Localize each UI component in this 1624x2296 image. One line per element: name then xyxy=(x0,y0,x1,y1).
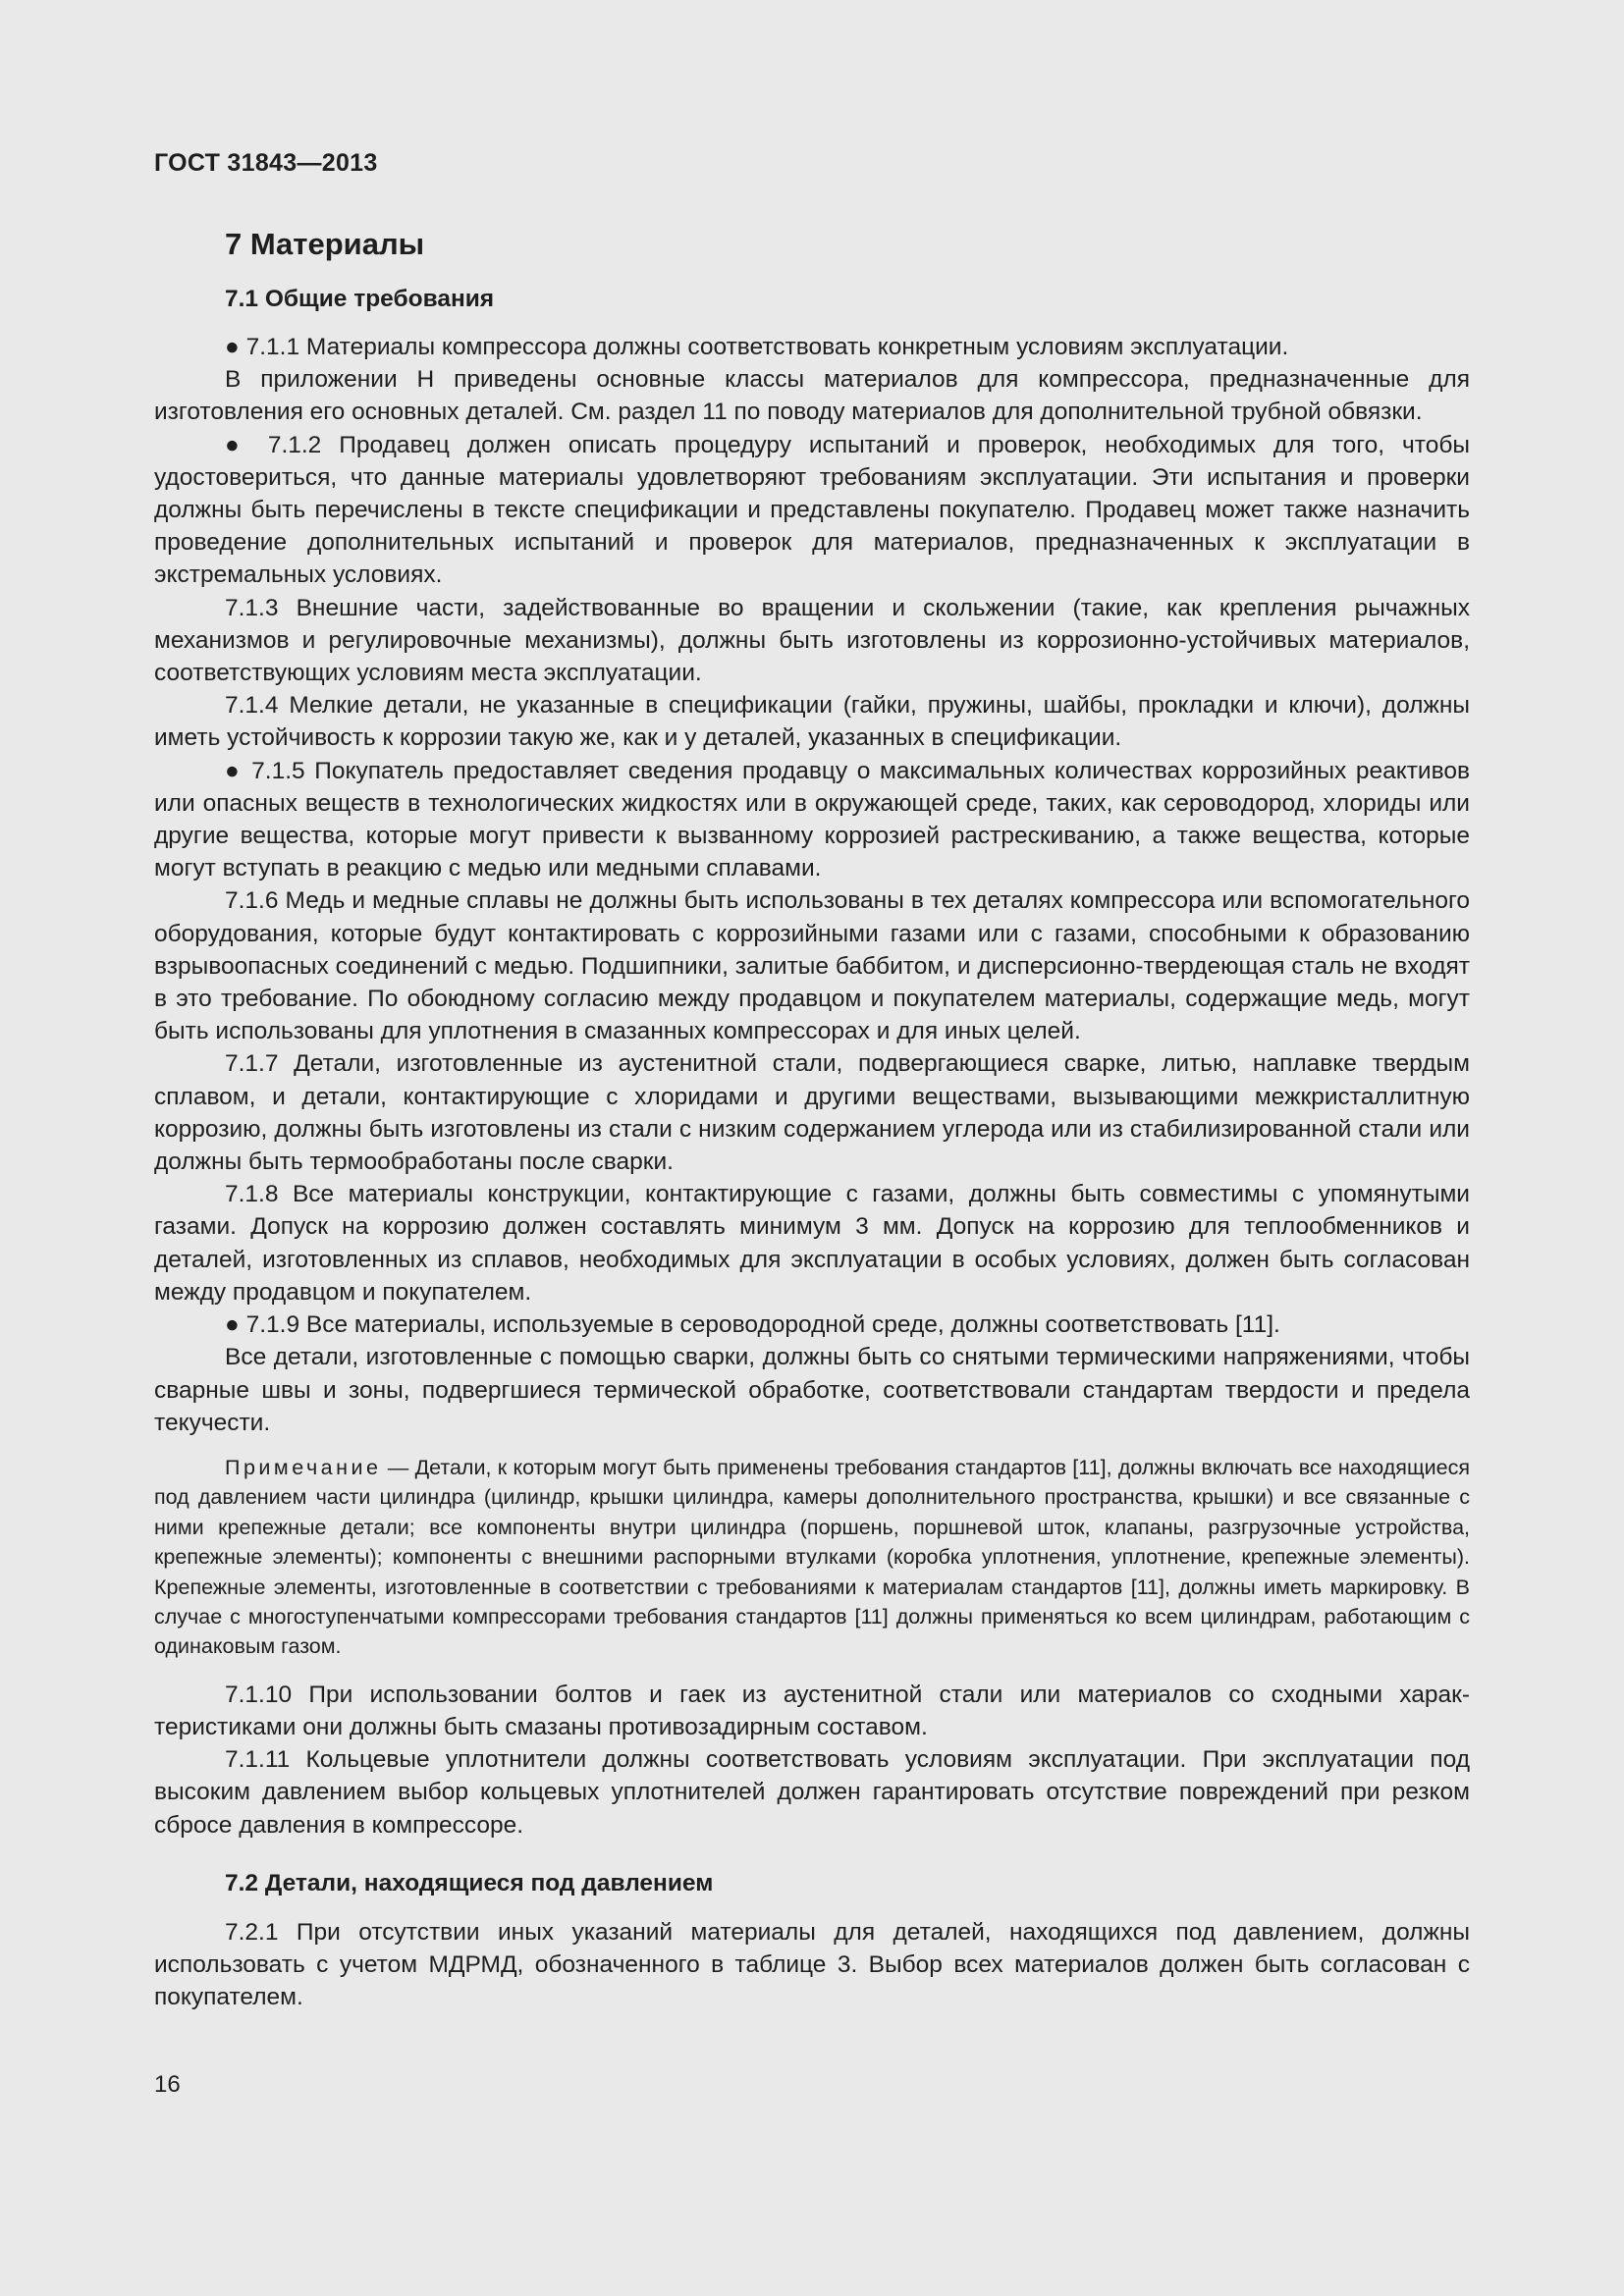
paragraph-7-2-1: 7.2.1 При отсутствии иных указаний материалы для деталей, находящихся под давлением, должны использовать с учетом МДРМД, обозначенного в таблице 3. Выбор всех материалов должен быть согласован с покупателем. xyxy=(154,1918,1470,2011)
note xyxy=(154,1453,1470,1662)
paragraph-7-1-9: ● 7.1.9 Все материалы, используемые в сероводородной среде, должны соответствовать [11]. xyxy=(225,1311,1280,1339)
note-text: — Детали, к которым могут быть применены требования стандартов [11], должны включать все находящиеся под давлением части цилиндра (цилиндр, крышки цилиндра, камеры дополнительного пространства, крышки) и все связанные с ними крепежные детали; все компоненты внутри цилиндра (поршень, поршневой шток, клапаны, разгрузочные устройства, крепежные элементы); компоненты с внешними распорными втулками (коробка уплотнения, уплотнение, крепежные элементы). Крепежные элементы, изготовленные в соответствии с требованиями к материалам стандартов [11], должны иметь маркировку. В случае с многоступенчатыми компрессорами требования стандартов [11] должны применяться ко всем цилиндрам, работающим с одинаковым газом. xyxy=(154,1455,1470,1659)
paragraph-group-3 xyxy=(154,1916,1470,2014)
paragraph-7-1-11: 7.1.11 Кольцевые уплотнители должны соответствовать условиям эксплуатации. При эксплуатации под высоким давлением выбор кольцевых уплотнителей должен гарантировать отсутствие повреждений при резком сбросе давления в компрессоре. xyxy=(154,1746,1470,1839)
paragraph-7-1-2: ● 7.1.2 Продавец должен описать процедуру испытаний и проверок, необходимых для того, чтобы удостовериться, что данные материалы удовлетворяют требованиям эксплуатации. Эти испытания и проверки должны быть перечислены в тексте спецификации и представлены покупателю. Продавец может также назначить проведение дополнительных испытаний и проверок для материалов, предназначенных к эксплуатации в экстремальных условиях. xyxy=(154,431,1470,589)
paragraph-7-1-9-welding: Все детали, изготовленные с помощью сварки, должны быть со снятыми термическими напряжениями, чтобы сварные швы и зоны, подвергшиеся термической обработке, соответствовали стандартам твердости и предела текучести. xyxy=(154,1344,1470,1436)
page-number: 16 xyxy=(154,2071,181,2098)
page-content xyxy=(154,220,1470,2013)
paragraph-7-1-4: 7.1.4 Мелкие детали, не указанные в спецификации (гайки, пружины, шайбы, прокладки и ключи), должны иметь устойчивость к коррозии такую же, как и у деталей, указанных в спецификации. xyxy=(154,692,1470,752)
note-label: Примечание xyxy=(225,1455,382,1479)
paragraph-7-1-7: 7.1.7 Детали, изготовленные из аустенитной стали, подвергающиеся сварке, литью, наплавке твердым сплавом, и детали, контактирующие с хлоридами и другими веществами, вызывающими межкристаллитную коррозию, должны быть изготовлены из стали с низким содержанием углерода или из стабилизированной стали или должны быть термообработаны после сварки. xyxy=(154,1050,1470,1176)
subsection-title-pressure-parts: 7.2 Детали, находящиеся под давлением xyxy=(225,1869,714,1896)
paragraph-7-1-1: ● 7.1.1 Материалы компрессора должны соответствовать конкретным условиям эксплуатации. xyxy=(225,334,1289,360)
section-title: 7 Материалы xyxy=(225,227,425,261)
paragraph-7-1-10: 7.1.10 При использовании болтов и гаек из аустенитной стали или материалов со сходными характеристиками они должны быть смазаны противозадирным составом. xyxy=(154,1681,1470,1740)
paragraph-group-1 xyxy=(154,331,1470,1439)
paragraph-group-2 xyxy=(154,1679,1470,1842)
paragraph-7-1-8: 7.1.8 Все материалы конструкции, контактирующие с газами, должны быть совместимы с упомянутыми газами. Допуск на коррозию должен составлять минимум 3 мм. Допуск на коррозию для теплообменников и деталей, изготовленных из сплавов, необходимых для эксплуатации в особых условиях, должен быть согласован между продавцом и покупателем. xyxy=(154,1181,1470,1306)
paragraph-7-1-5: ● 7.1.5 Покупатель предоставляет сведения продавцу о максимальных количествах коррозийных реактивов или опасных веществ в технологических жидкостях или в окружающей среде, таких, как сероводород, хлориды или другие вещества, которые могут привести к вызванному коррозией растрескиванию, а также вещества, которые могут вступать в реакцию с медью или медными сплавами. xyxy=(154,757,1470,882)
paragraph-7-1-6: 7.1.6 Медь и медные сплавы не должны быть использованы в тех деталях компрессора или вспомогательного оборудования, которые будут контактировать с коррозийными газами или с газами, способными к образованию взрывоопасных соединений с медью. Подшипники, залитые баббитом, и дисперсионно-твердеющая сталь не входят в это требование. По обоюдному согласию между продавцом и покупателем материалы, содержащие медь, могут быть использованы для уплотнения в смазанных компрессорах и для иных целей. xyxy=(154,887,1470,1045)
paragraph-7-1-3: 7.1.3 Внешние части, задействованные во вращении и скольжении (такие, как крепления рычажных механизмов и регулировочные механизмы), должны быть изготовлены из коррозионно-устойчивых материалов, соответствующих условиям места эксплуатации. xyxy=(154,594,1470,687)
document-header: ГОСТ 31843—2013 xyxy=(154,149,378,177)
subsection-title-general: 7.1 Общие требования xyxy=(225,286,495,312)
paragraph-7-1-1-annex: В приложении Н приведены основные классы материалов для компрессора, предназначенные для изготовления его основных деталей. См. раздел 11 по поводу материалов для дополнительной трубной обвязки. xyxy=(154,366,1470,426)
